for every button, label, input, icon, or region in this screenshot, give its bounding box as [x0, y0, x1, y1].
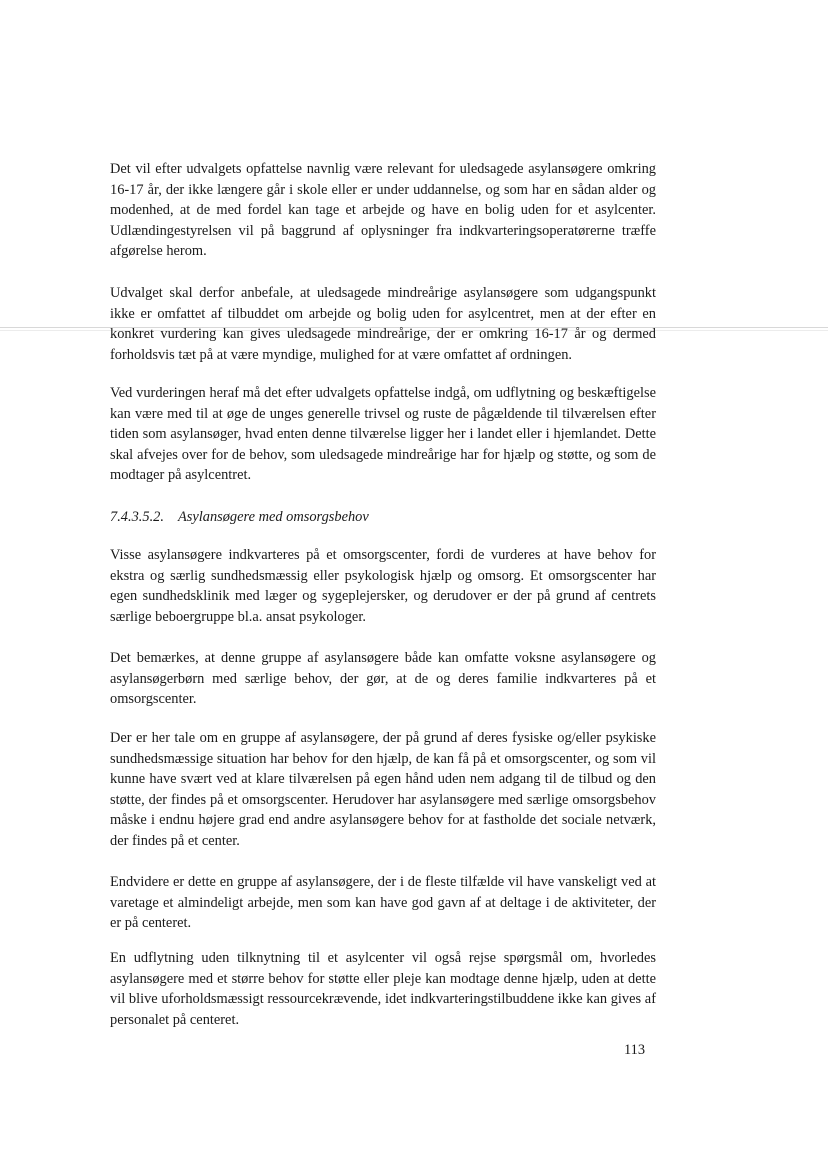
paragraph-7: Endvidere er dette en gruppe af asylansøgere, der i de fleste tilfælde vil have vanskeligt ved at varetage et almindeligt arbejde, men som kan have god gavn af at deltage i de aktiviteter, der er på centeret. [110, 874, 656, 932]
paragraph-1: Det vil efter udvalgets opfattelse navnlig være relevant for uledsagede asylansøgere omkring 16-17 år, der ikke længere går i skole eller er under uddannelse, og som har en sådan alder og modenhed, at de med fordel kan tage et arbejde og have en bolig uden for et asylcenter. Udlændingestyrelsen vil på baggrund af oplysninger fra indkvarteringsoperatørerne træffe afgørelse herom. [110, 161, 656, 260]
section-heading [110, 507, 369, 527]
paragraph-8: En udflytning uden tilknytning til et asylcenter vil også rejse spørgsmål om, hvorledes asylansøgere med et større behov for støtte eller pleje kan modtage denne hjælp, uden at dette vil blive uforholdsmæssigt ressourcekrævende, idet indkvarteringstilbuddene ikke kan gives af personalet på centeret. [110, 950, 656, 1028]
paragraph-4: Visse asylansøgere indkvarteres på et omsorgscenter, fordi de vurderes at have behov for ekstra og særlig sundhedsmæssig eller psykologisk hjælp og omsorg. Et omsorgscenter har egen sundhedsklinik med læger og sygeplejersker, og derudover er der på grund af centrets særlige beboergruppe bl.a. ansat psykologer. [110, 547, 656, 625]
paragraph-6: Der er her tale om en gruppe af asylansøgere, der på grund af deres fysiske og/eller psykiske sundhedsmæssige situation har behov for den hjælp, de kan få på et omsorgscenter, og som vil kunne have svært ved at klare tilværelsen på egen hånd uden nem adgang til de tilbud og den støtte, der findes på et omsorgscenter. Herudover har asylansøgere med særlige omsorgsbehov måske i endnu højere grad end andre asylansøgere behov for at fastholde det sociale netværk, der findes på et center. [110, 730, 656, 849]
section-heading-number: 7.4.3.5.2. [110, 509, 164, 525]
paragraph-2: Udvalget skal derfor anbefale, at uledsagede mindreårige asylansøgere som udgangspunkt ikke er omfattet af tilbuddet om arbejde og bolig uden for asylcentret, men at der efter en konkret vurdering kan gives uledsagede mindreårige, der er omkring 16-17 år og dermed forholdsvis tæt på at være myndige, mulighed for at være omfattet af ordningen. [110, 285, 656, 363]
section-heading-title: Asylansøgere med omsorgsbehov [177, 509, 369, 525]
page-number: 113 [624, 1042, 646, 1058]
paragraph-5: Det bemærkes, at denne gruppe af asylansøgere både kan omfatte voksne asylansøgere og asylansøgerbørn med særlige behov, der gør, at de og deres familie indkvarteres på et omsorgscenter. [110, 650, 656, 708]
paragraph-3: Ved vurderingen heraf må det efter udvalgets opfattelse indgå, om udflytning og beskæftigelse kan være med til at øge de unges generelle trivsel og ruste de pågældende til tilværelsen efter tiden som asylansøger, hvad enten denne tilværelse ligger her i landet eller i hjemlandet. Dette skal afvejes over for de behov, som uledsagede mindreårige har for hjælp og støtte, og som de modtager på asylcentret. [110, 385, 656, 484]
